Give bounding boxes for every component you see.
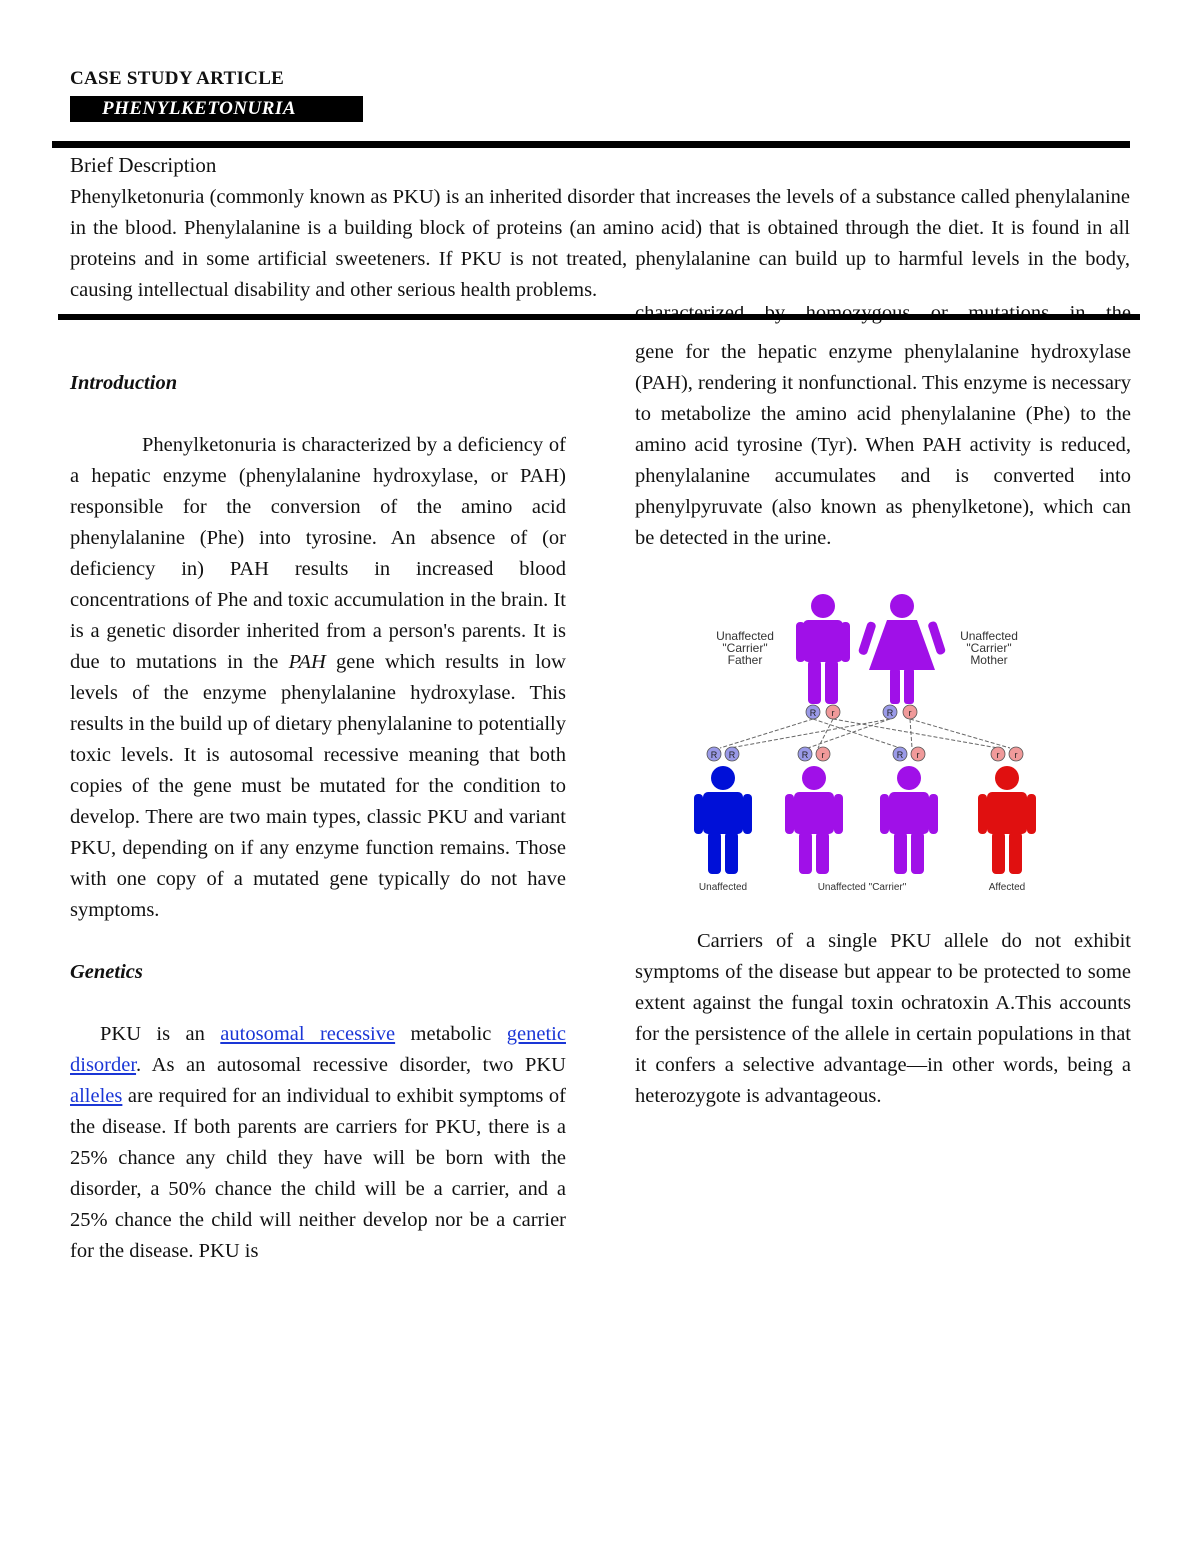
child-affected-figure	[978, 766, 1036, 874]
link-alleles[interactable]: alleles	[70, 1085, 123, 1107]
inheritance-arrows	[720, 719, 1010, 748]
father-figure	[796, 594, 850, 704]
child-label-unaffected: Unaffected	[698, 882, 748, 893]
svg-text:R: R	[886, 708, 894, 718]
genetics-heading: Genetics	[70, 961, 143, 983]
mother-figure	[858, 594, 947, 704]
mother-label-line1: Unaffected	[960, 629, 1018, 643]
introduction-paragraph: Phenylketonuria is characterized by a deficiency of a hepatic enzyme (phenylalanine hydroxylase, or PAH) responsible for the conversion of the amino acid phenylalanine (Phe) into tyrosine. An absence of (or deficiency in) PAH results in increased blood concentrations of Phe and toxic accumulation in the brain. It is a genetic disorder inherited from a person's parents. It is due to mutations in the PAH gene which results in low levels of the enzyme phenylalanine hydroxylase. This results in the build up of dietary phenylalanine to potentially toxic levels. It is autosomal recessive meaning that both copies of the gene must be mutated for the condition to develop. There are two main types, classic PKU and variant PKU, depending on if any enzyme function remains. Those with one copy of a mutated gene typically do not have symptoms.	[70, 434, 566, 921]
father-label-line3: Father	[727, 653, 763, 667]
svg-text:R: R	[728, 750, 736, 760]
left-column	[70, 368, 566, 1267]
svg-text:r: r	[916, 750, 920, 760]
genetics-paragraph: PKU is an autosomal recessive metabolic genetic disorder. As an autosomal recessive disorder, two PKU alleles are required for an individual to exhibit symptoms of the disease. If both parents are carriers for PKU, there is a 25% chance any child they have will be born with the disorder, a 50% chance the child will be a carrier, and a 25% chance the child will neither develop nor be a carrier for the disease. PKU is	[70, 1023, 566, 1262]
child-carrier-figure-2	[880, 766, 938, 874]
child2-alleles	[798, 747, 830, 761]
father-label-line1: Unaffected	[716, 629, 774, 643]
svg-text:r: r	[831, 708, 835, 718]
svg-text:r: r	[821, 750, 825, 760]
gene-name: PAH	[288, 651, 326, 673]
brief-heading: Brief Description	[70, 153, 217, 177]
link-autosomal-recessive[interactable]: autosomal recessive	[220, 1023, 396, 1045]
mid-rule	[58, 314, 1140, 320]
child-label-carrier: Unaffected "Carrier"	[817, 882, 907, 893]
mother-label-line2: "Carrier"	[966, 641, 1012, 655]
svg-text:r: r	[908, 708, 912, 718]
svg-text:R: R	[801, 750, 809, 760]
svg-text:R: R	[710, 750, 718, 760]
right-column-top	[635, 337, 1131, 554]
top-rule	[52, 141, 1130, 148]
mother-alleles	[883, 705, 917, 719]
child-label-affected: Affected	[988, 882, 1026, 893]
father-label-line2: "Carrier"	[722, 641, 768, 655]
child-unaffected-figure	[694, 766, 752, 874]
svg-text:r: r	[996, 750, 1000, 760]
child1-alleles	[707, 747, 739, 761]
pah-paragraph: gene for the hepatic enzyme phenylalanine hydroxylase (PAH), rendering it nonfunctional. This enzyme is necessary to metabolize the amino acid phenylalanine (Phe) to the amino acid tyrosine (Tyr). When PAH activity is reduced, phenylalanine accumulates and is converted into phenylpyruvate (also known as phenylketone), which can be detected in the urine.	[635, 341, 1131, 549]
child4-alleles	[991, 747, 1023, 761]
child-carrier-figure-1	[785, 766, 843, 874]
father-alleles	[806, 705, 840, 719]
svg-text:R: R	[896, 750, 904, 760]
child3-alleles	[893, 747, 925, 761]
introduction-heading: Introduction	[70, 372, 178, 394]
carriers-paragraph: Carriers of a single PKU allele do not exhibit symptoms of the disease but appear to be protected to some extent against the fungal toxin ochratoxin A.This accounts for the persistence of the allele in certain populations in that it confers a selective advantage—in other words, being a heterozygote is advantageous.	[635, 930, 1131, 1107]
right-column-bottom	[635, 926, 1131, 1112]
svg-text:r: r	[1014, 750, 1018, 760]
brief-paragraph: Phenylketonuria (commonly known as PKU) is an inherited disorder that increases the levels of a substance called phenylalanine in the blood. Phenylalanine is a building block of proteins (an amino acid) that is obtained through the diet. It is found in all proteins and in some artificial sweeteners. If PKU is not treated, phenylalanine can build up to harmful levels in the body, causing intellectual disability and other serious health problems.	[70, 186, 1130, 301]
mother-label-line3: Mother	[970, 653, 1008, 667]
inheritance-diagram	[690, 588, 1090, 900]
svg-text:R: R	[809, 708, 817, 718]
article-title: PHENYLKETONURIA	[70, 96, 363, 122]
link-genetic-disorder[interactable]: genetic disorder	[70, 1023, 566, 1076]
kicker-label: CASE STUDY ARTICLE	[70, 68, 285, 89]
